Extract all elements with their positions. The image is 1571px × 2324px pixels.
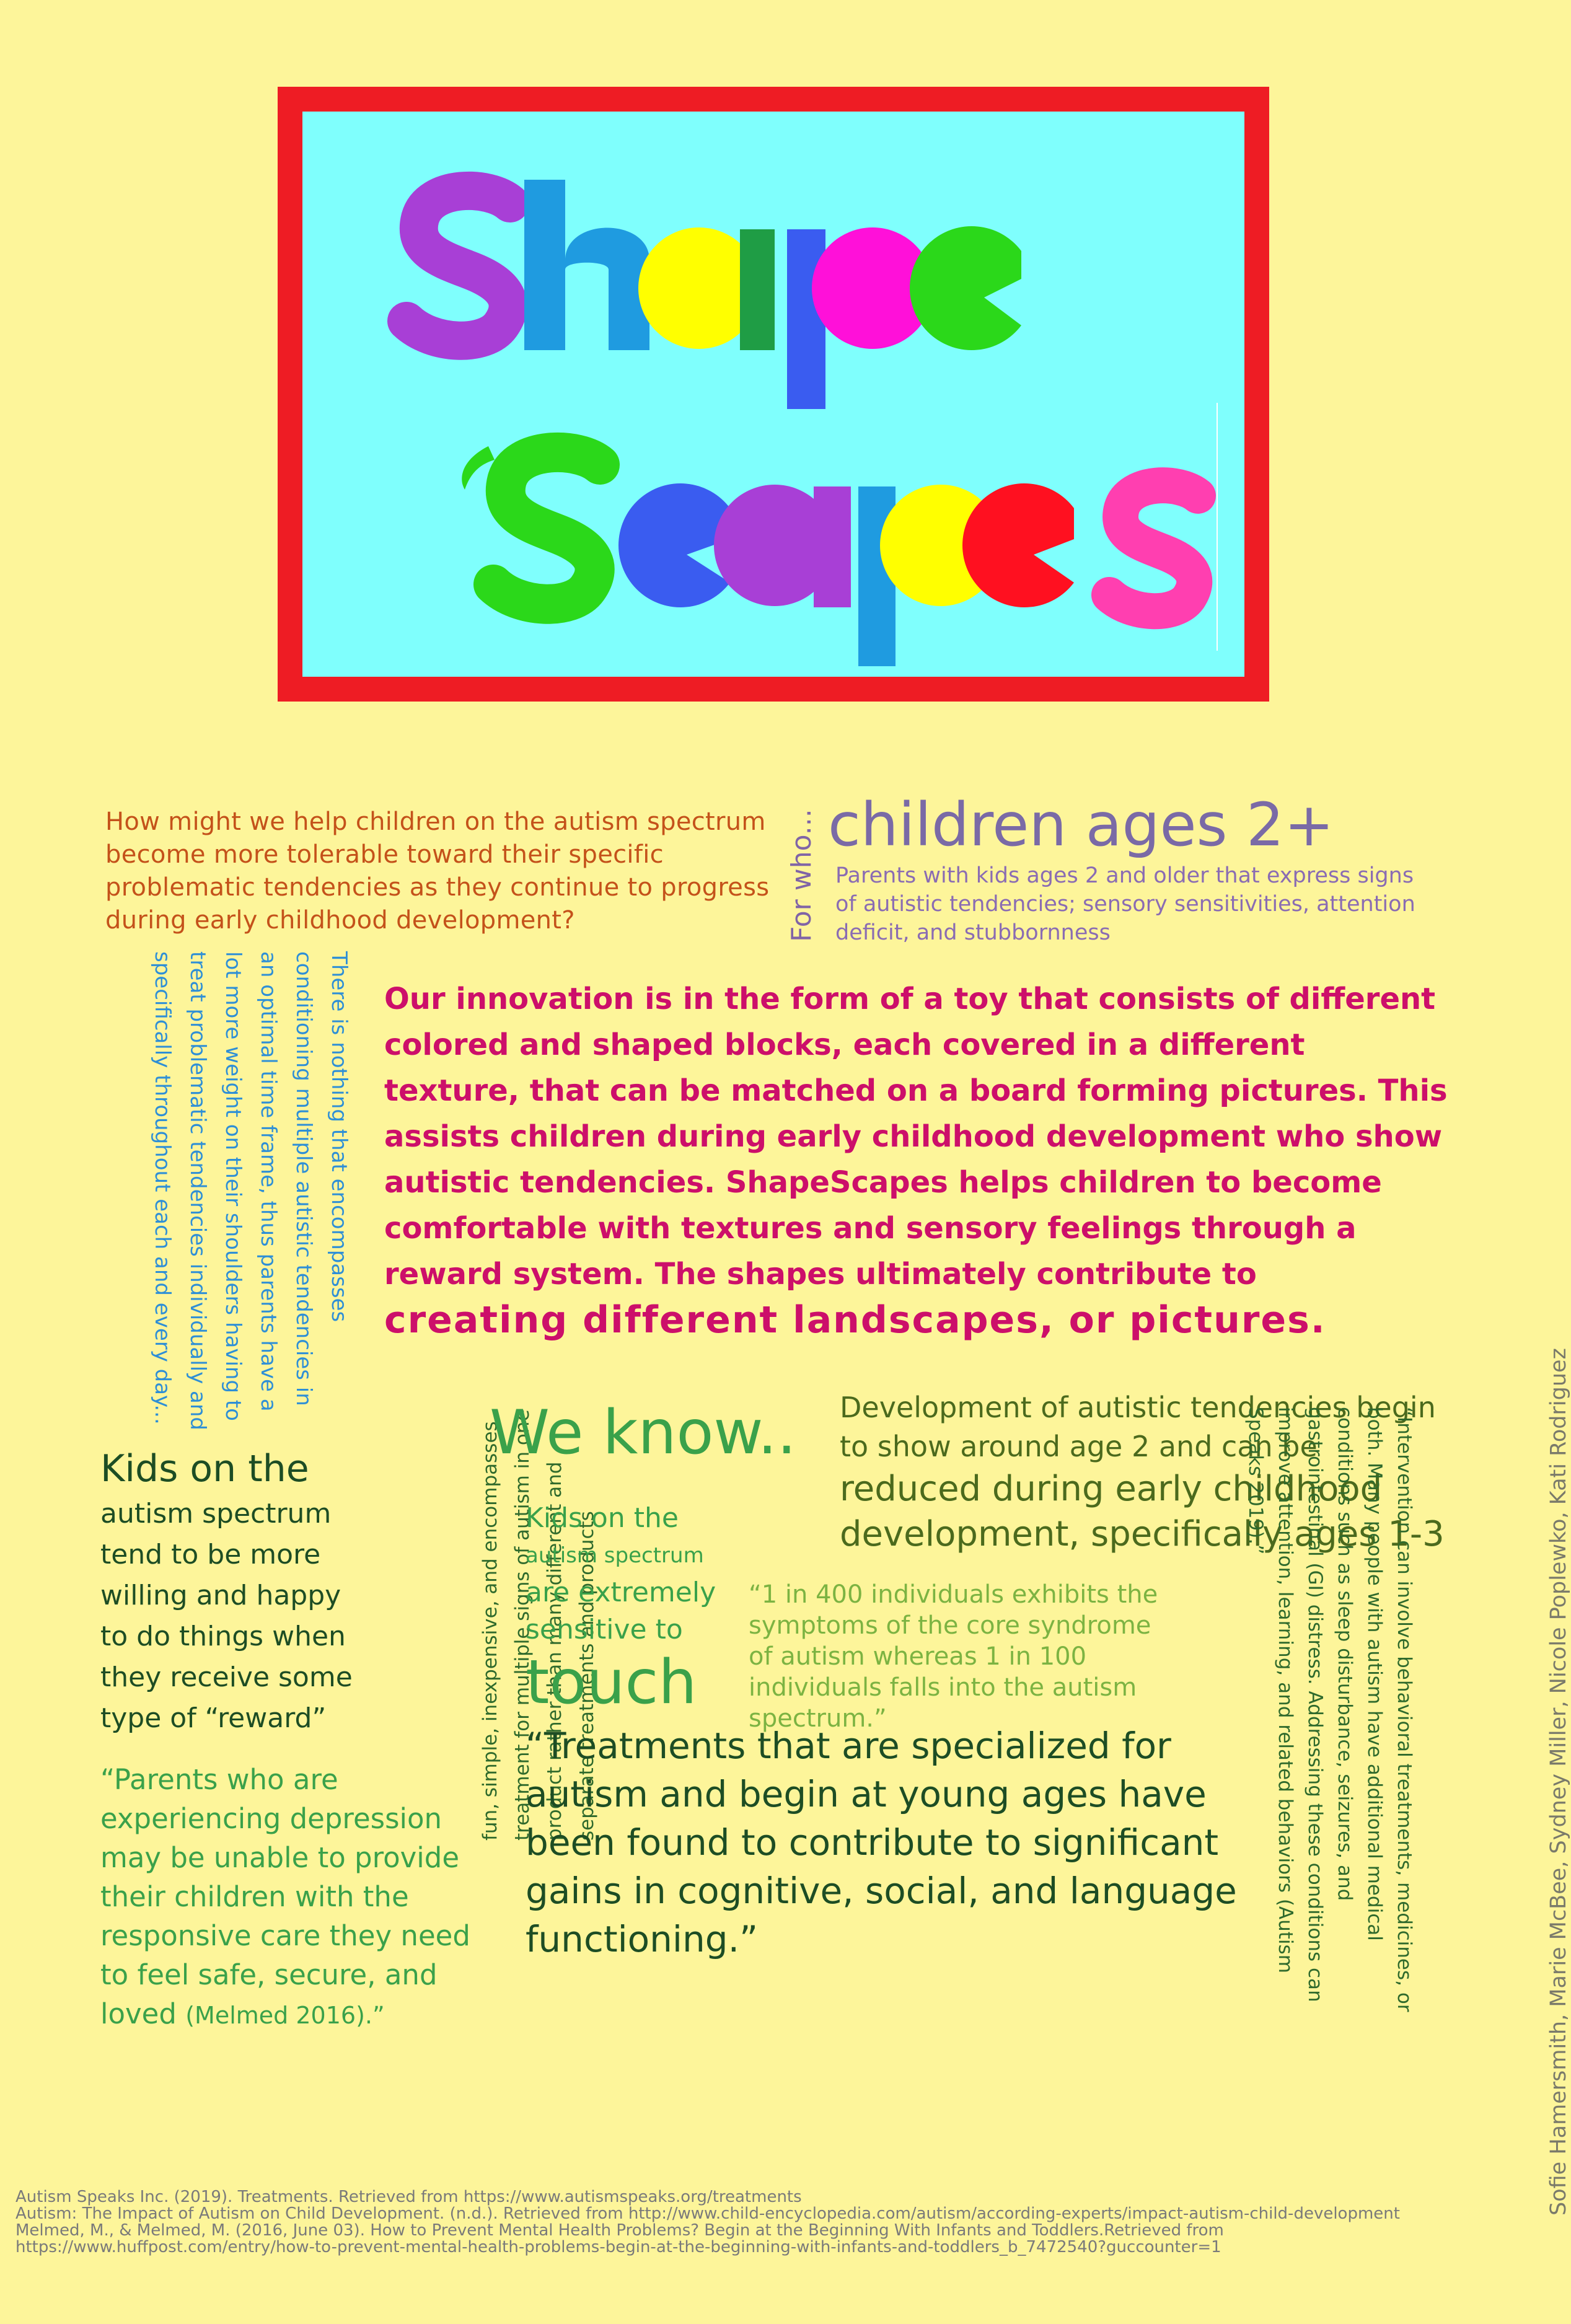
solution-benefits-vertical: fun, simple, inexpensive, and encompasses treatment for multiple signs of autism in one product rather than many different and separate treatments and products xyxy=(479,1409,598,1841)
touch-line3: are extremely sensitive to xyxy=(526,1577,716,1645)
kids-reward-block xyxy=(100,1444,373,1739)
innovation-text: Our innovation is in the form of a toy that consists of different colored and shaped blocks, each covered in a different texture, that can be matched on a board forming pictures. This assists children during early childhood development who show autistic tendencies. ShapeScapes helps children to become comfortable with textures and sensory feelings through a reward system. The shapes ultimately contribute to xyxy=(384,982,1448,1292)
innovation-emphasis: creating different landscapes, or pictures. xyxy=(384,1298,1326,1342)
logo-s-pink xyxy=(1109,485,1198,611)
for-who-label: For who... xyxy=(786,809,817,942)
logo-a2-bar xyxy=(814,486,851,607)
we-know-heading: We know.. xyxy=(490,1397,796,1468)
design-question: How might we help children on the autism spectrum become more tolerable toward their specific problematic tendencies as they continue to progress during early childhood development? xyxy=(105,808,770,935)
touch-line4: touch xyxy=(526,1647,697,1718)
touch-block xyxy=(526,1500,749,1717)
logo-e-green xyxy=(910,226,1021,350)
touch-line2: autism spectrum xyxy=(526,1543,704,1568)
statistic-quote: “1 in 400 individuals exhibits the symptoms of the core syndrome of autism whereas 1 in 100 individuals falls into the autism spectrum.” xyxy=(749,1580,1158,1733)
development-part2: reduced during early childhood development, specifically ages 1-3 xyxy=(840,1469,1445,1554)
shapescapes-logo xyxy=(302,112,1244,677)
development-part1: Development of autistic tendencies begin to show around age 2 and can be xyxy=(840,1391,1436,1463)
for-who-description: Parents with kids ages 2 and older that express signs of autistic tendencies; sensory sensitivities, attention deficit, and stubbornness xyxy=(835,863,1415,945)
parents-quote-citation: (Melmed 2016).” xyxy=(185,2002,385,2029)
reference-item: Autism: The Impact of Autism on Child Development. (n.d.). Retrieved from http://www.child-encyclopedia.com/autism/according-experts/impact-autism-child-development xyxy=(15,2204,1400,2223)
references-list xyxy=(15,2189,1528,2256)
reference-item: Melmed, M., & Melmed, M. (2016, June 03). How to Prevent Mental Health Problems? Begin at the Beginning With Infants and Toddlers.Retrieved from xyxy=(15,2221,1224,2240)
logo-c-blue xyxy=(618,483,730,607)
title-panel xyxy=(302,112,1244,677)
logo-a-bar xyxy=(740,229,775,350)
logo-cursor-line xyxy=(1217,403,1218,651)
innovation-paragraph xyxy=(384,976,1450,1345)
parents-quote-text: “Parents who are experiencing depression may be unable to provide their children with the responsive care they need to feel safe, secure, and loved xyxy=(100,1763,470,2030)
intervention-quote-vertical: “Intervention can involve behavioral treatments, medicines, or both. Many people with autism have additional medical conditions such as sleep disturbance, seizures, and gastrointestinal (GI) distress. Addressing these conditions can improve attention, learning, and related behaviors (Autism Speaks 2019).” xyxy=(1244,1407,1415,2012)
authors-credit: Sofie Hamersmith, Marie McBee, Sydney Miller, Nicole Poplewko, Kati Rodriguez xyxy=(1546,1348,1571,2216)
treatments-quote: “Treatments that are specialized for autism and begin at young ages have been found to contribute to significant gains in cognitive, social, and language functioning.” xyxy=(526,1725,1237,1960)
logo-h-arch xyxy=(565,228,649,351)
kids-reward-text: autism spectrum tend to be more willing and happy to do things when they receive some type of “reward” xyxy=(100,1498,353,1734)
parents-quote xyxy=(100,1760,503,2035)
logo-s-purple xyxy=(407,191,510,341)
title-banner xyxy=(278,87,1269,702)
reference-item: Autism Speaks Inc. (2019). Treatments. Retrieved from https://www.autismspeaks.org/treatments xyxy=(15,2188,802,2206)
logo-h-bar xyxy=(524,180,565,350)
for-who-title: children ages 2+ xyxy=(828,790,1334,860)
touch-line1: Kids on the xyxy=(526,1502,679,1534)
problem-statement-vertical: There is nothing that encompasses conditioning multiple autistic tendencies in an optimal time frame, thus parents have a lot more weight on their shoulders having to treat problematic tendencies individually and specifically throughout each and every day... xyxy=(150,951,351,1431)
logo-s-green xyxy=(493,452,600,604)
reference-item: https://www.huffpost.com/entry/how-to-prevent-mental-health-problems-begin-at-the-beginning-with-infants-and-toddlers_b_7472540?guccounter=1 xyxy=(15,2238,1221,2256)
kids-reward-lead: Kids on the xyxy=(100,1447,309,1490)
logo-p-bar xyxy=(787,229,825,409)
